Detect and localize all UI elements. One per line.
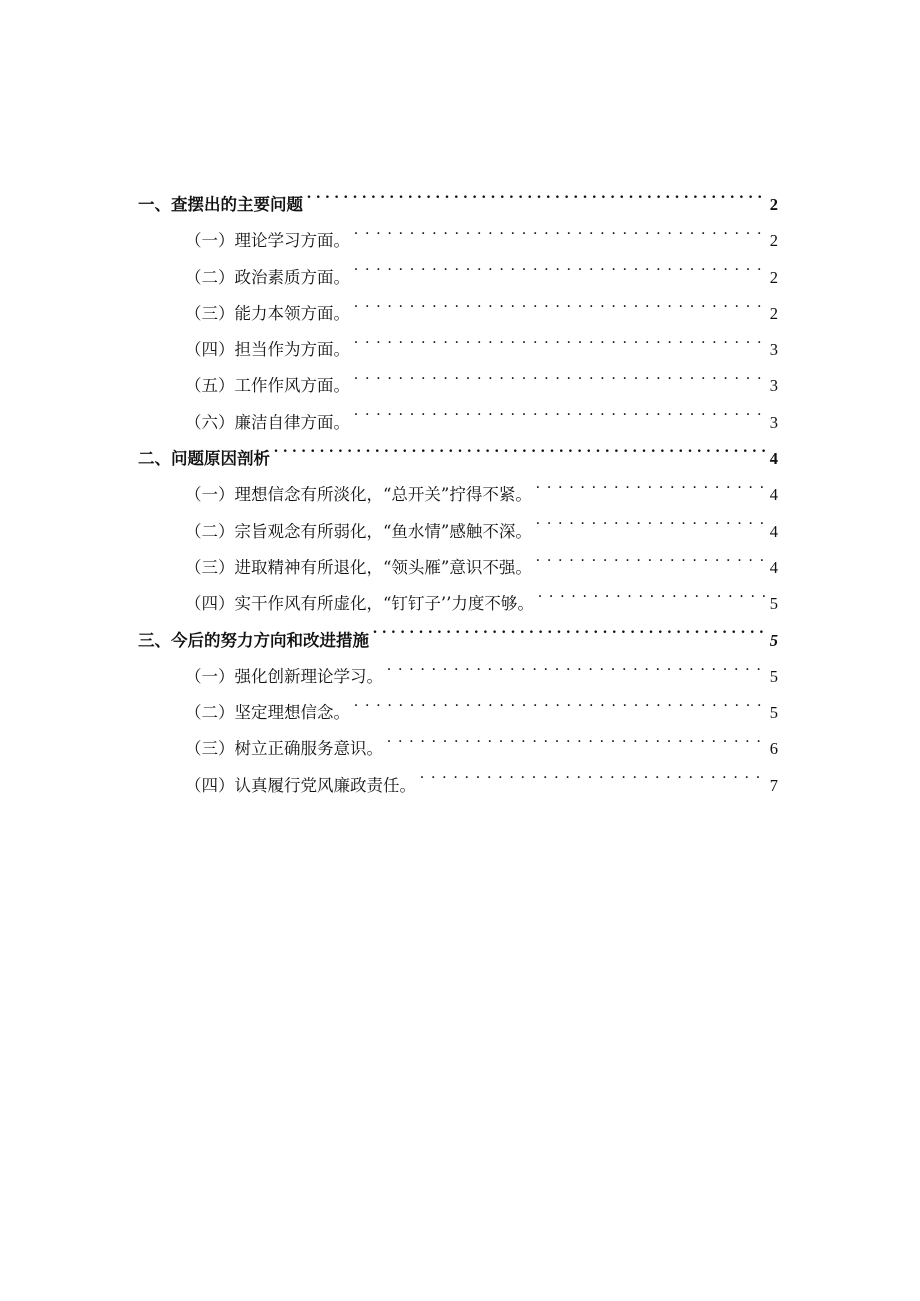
toc-entry-label: （二）宗旨观念有所弱化，“鱼水情”感触不深。 (185, 521, 532, 541)
toc-page-number: 4 (769, 557, 778, 577)
toc-page-number: 5 (769, 594, 778, 614)
toc-entry-label: 三、今后的努力方向和改进措施 (138, 630, 369, 650)
dot-leader (387, 738, 766, 755)
dot-leader (354, 302, 766, 319)
toc-subentry[interactable] (138, 332, 778, 368)
toc-subentry[interactable] (138, 223, 778, 259)
toc-entry-label: （五）工作作风方面。 (185, 376, 350, 396)
toc-entry-label: （四）担当作为方面。 (185, 340, 350, 360)
toc-subentry[interactable] (138, 260, 778, 296)
toc-page-number: 5 (769, 666, 778, 686)
dot-leader (274, 448, 766, 465)
dot-leader (354, 266, 766, 283)
dot-leader (536, 484, 766, 501)
toc-page-number: 6 (769, 739, 778, 759)
toc-page-number: 3 (769, 412, 778, 432)
dot-leader (536, 520, 766, 537)
dot-leader (354, 702, 766, 719)
toc-subentry[interactable] (138, 659, 778, 695)
toc-subentry[interactable] (138, 514, 778, 550)
toc-entry-label: （二）坚定理想信念。 (185, 703, 350, 723)
toc-entry-label: （一）理论学习方面。 (185, 231, 350, 251)
dot-leader (354, 230, 766, 247)
toc-entry-label: （三）进取精神有所退化，“领头雁”意识不强。 (185, 557, 532, 577)
toc-page-number: 3 (769, 376, 778, 396)
toc-page-number: 2 (769, 267, 778, 287)
toc-subentry[interactable] (138, 550, 778, 586)
toc-entry-label: （三）能力本领方面。 (185, 303, 350, 323)
toc-entry-label: （二）政治素质方面。 (185, 267, 350, 287)
toc-page-number: 7 (769, 775, 778, 795)
toc-entry-label: （四）实干作风有所虚化，“钉钉子’’力度不够。 (185, 594, 534, 614)
toc-subentry[interactable] (138, 405, 778, 441)
toc-page-number: 2 (769, 303, 778, 323)
toc-entry-label: （一）强化创新理论学习。 (185, 666, 383, 686)
toc-page-number: 5 (769, 703, 778, 723)
dot-leader (538, 593, 766, 610)
toc-entry-label: （四）认真履行党风廉政责任。 (185, 775, 416, 795)
toc-subentry[interactable] (138, 586, 778, 622)
toc-page-number: 4 (769, 449, 778, 469)
toc-entry-label: 二、问题原因剖析 (138, 449, 270, 469)
dot-leader (420, 774, 766, 791)
dot-leader (387, 665, 766, 682)
dot-leader (373, 629, 766, 646)
toc-entry-label: （六）廉洁自律方面。 (185, 412, 350, 432)
toc-entry-label: 一、查摆出的主要问题 (138, 195, 303, 214)
toc-page-number: 3 (769, 340, 778, 360)
toc-page-number: 2 (769, 231, 778, 251)
toc-subentry[interactable] (138, 368, 778, 404)
toc-heading-2[interactable] (138, 441, 778, 477)
dot-leader (307, 194, 766, 211)
toc-entry-label: （三）树立正确服务意识。 (185, 739, 383, 759)
toc-subentry[interactable] (138, 768, 778, 804)
toc-heading-3[interactable] (138, 623, 778, 659)
toc-entry-label: （一）理想信念有所淡化，“总开关”拧得不紧。 (185, 485, 532, 505)
dot-leader (536, 556, 766, 573)
toc-page-number: 4 (769, 521, 778, 541)
toc-page-number: 5 (769, 630, 778, 650)
toc-page-number: 2 (769, 195, 778, 214)
toc-subentry[interactable] (138, 731, 778, 767)
dot-leader (354, 339, 766, 356)
table-of-contents (138, 187, 778, 804)
toc-subentry[interactable] (138, 477, 778, 513)
toc-page-number: 4 (769, 485, 778, 505)
toc-subentry[interactable] (138, 695, 778, 731)
toc-heading-1[interactable] (138, 187, 778, 223)
dot-leader (354, 411, 766, 428)
dot-leader (354, 375, 766, 392)
toc-subentry[interactable] (138, 296, 778, 332)
